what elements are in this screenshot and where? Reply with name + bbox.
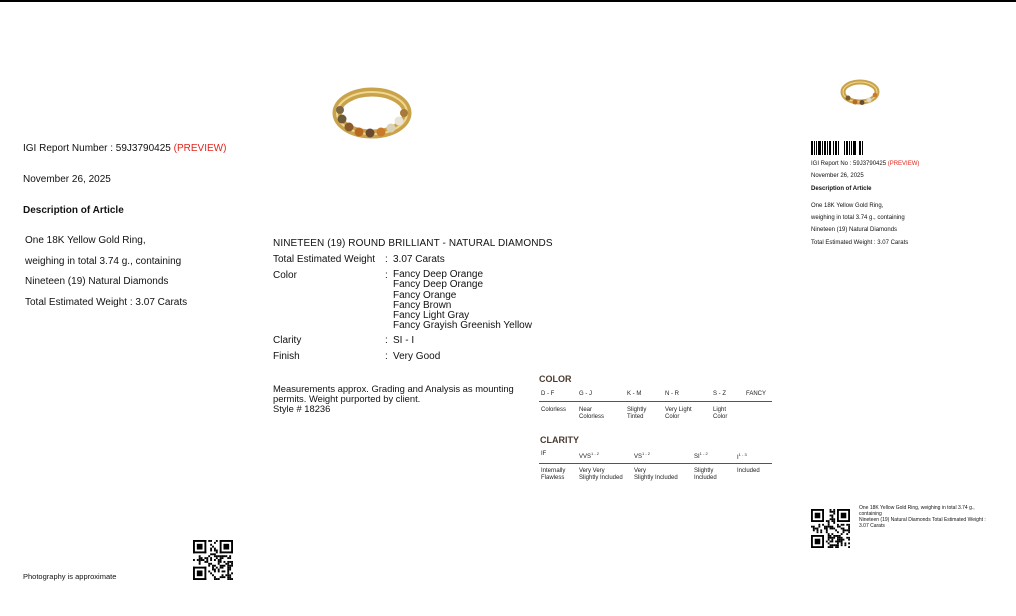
details-row-clarity: Clarity : SI - I [273, 335, 532, 351]
card-description-line: One 18K Yellow Gold Ring, [811, 203, 884, 209]
card-report-number [811, 161, 919, 168]
card-summary-line: Nineteen (19) Natural Diamonds Total Estimated Weight : [859, 517, 986, 523]
details-value: Fancy Brown [393, 299, 452, 311]
description-block [25, 231, 187, 313]
ring-stones [336, 106, 408, 138]
card-diamonds: Nineteen (19) Natural Diamonds [811, 227, 898, 233]
clarity-scale-line [539, 463, 772, 464]
clarity-grade: $I^{1 - 3}$ [737, 452, 747, 461]
description-line: weighing in total 3.74 g., containing [25, 255, 182, 267]
photo-note: Photography is approximate [23, 572, 117, 581]
preview-badge: (PREVIEW) [173, 143, 227, 154]
color-scale-heading: COLOR [539, 374, 572, 384]
details-value: 3.07 Carats [393, 254, 445, 265]
clarity-grade-desc: Included [737, 468, 760, 474]
color-grade: G - J [579, 391, 592, 397]
ring-thumbnail [839, 77, 881, 107]
measurements-line: Measurements approx. Grading and Analysis as mounting [273, 383, 514, 394]
measurements-line: permits. Weight purported by client. [273, 393, 421, 404]
card-date: November 26, 2025 [811, 173, 864, 179]
top-border [0, 0, 1016, 2]
card-summary-line: containing [859, 511, 882, 517]
color-grade-desc: Slightly Tinted [627, 407, 647, 420]
clarity-grade-desc: Slightly Included [694, 468, 717, 481]
card-description-heading: Description of Article [811, 186, 872, 192]
report-number [23, 143, 226, 154]
details-value: Fancy Light Gray [393, 310, 470, 322]
description-line: Total Estimated Weight : 3.07 Carats [25, 296, 188, 308]
clarity-grade-desc: Internally Flawless [541, 468, 566, 481]
clarity-grade: VS$^{1 - 2}$ [634, 451, 651, 460]
report-number-label: IGI Report Number : 59J3790425 [23, 143, 171, 154]
card-weight: Total Estimated Weight : 3.07 Carats [811, 240, 909, 246]
qr-code-icon [811, 509, 850, 548]
description-heading: Description of Article [23, 205, 124, 216]
details-value: Fancy Grayish Greenish Yellow [393, 320, 532, 332]
details-row-color: Color : Fancy Deep Orange Fancy Deep Orange Fancy Orange Fancy Brown Fancy Light Gray Fancy Grayish Greenish Yellow [273, 270, 532, 335]
measurements-note [273, 384, 523, 414]
barcode-icon [811, 141, 887, 155]
ring-photo [332, 86, 412, 140]
color-grade-desc: Colorless [541, 407, 567, 413]
details-label: Clarity [273, 335, 302, 346]
card-summary [859, 505, 999, 529]
clarity-grade-desc: Very Very Slightly Included [579, 468, 623, 481]
description-line: One 18K Yellow Gold Ring, [25, 235, 146, 246]
measurements-line: Style # 18236 [273, 403, 331, 414]
details-title: NINETEEN (19) ROUND BRILLIANT - NATURAL DIAMONDS [273, 238, 553, 249]
details-label: Finish [273, 351, 300, 362]
details-row-weight: Total Estimated Weight : 3.07 Carats [273, 254, 532, 270]
details-value: Fancy Orange [393, 289, 457, 301]
details-value: Fancy Deep Orange [393, 279, 484, 291]
clarity-grade: VVS$^{1 - 2}$ [579, 451, 600, 460]
clarity-grade-desc: Very Slightly Included [634, 468, 678, 481]
color-grade-desc: Near Colorless [579, 407, 605, 420]
details-value: Very Good [393, 351, 441, 362]
details-label: Total Estimated Weight [273, 254, 376, 265]
color-grade: FANCY [746, 391, 767, 397]
card-summary-line: One 18K Yellow Gold Ring, weighing in total 3.74 g., [859, 505, 975, 511]
color-grade-desc: Light Color [713, 407, 728, 420]
card-preview-badge: (PREVIEW) [887, 161, 920, 167]
color-grade: K - M [627, 391, 642, 397]
color-grade-desc: Very Light Color [665, 407, 692, 420]
details-table [273, 254, 532, 367]
card-summary-line: 3.07 Carats [859, 523, 885, 529]
color-grade: S - Z [713, 391, 726, 397]
card-report-label: IGI Report No : 59J3790425 [811, 161, 887, 167]
color-grade: N - R [665, 391, 679, 397]
card-description-line: weighing in total 3.74 g., containing [811, 215, 905, 221]
description-line: Nineteen (19) Natural Diamonds [25, 276, 169, 287]
report-date: November 26, 2025 [23, 174, 111, 185]
color-grade: D - F [541, 391, 555, 397]
details-row-finish: Finish : Very Good [273, 351, 532, 367]
clarity-grade: IF [541, 451, 547, 457]
details-value: Fancy Deep Orange [393, 269, 484, 280]
details-label: Color [273, 270, 297, 281]
details-value: SI - I [393, 335, 415, 346]
qr-code-icon [193, 540, 233, 580]
card-description [811, 200, 905, 224]
color-scale-line [539, 401, 772, 402]
clarity-grade: SI$^{1 - 2}$ [694, 451, 708, 460]
clarity-scale-heading: CLARITY [540, 435, 579, 445]
